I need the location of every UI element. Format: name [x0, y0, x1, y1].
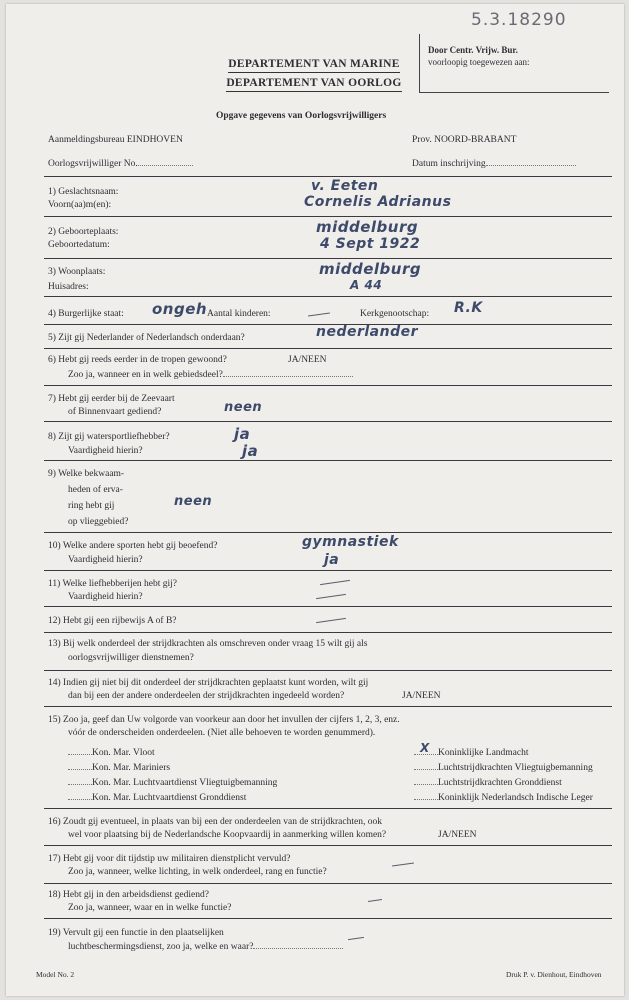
q13-line-1: 13) Bij welk onderdeel der strijdkrachten als omschreven onder vraag 15 wilt gij als — [48, 639, 368, 649]
q8-skill-answer: ja — [242, 442, 259, 460]
q15-landmacht-mark: X — [420, 741, 430, 755]
q4-civil-status-answer: ongeh — [152, 300, 208, 318]
q2-birthplace-label: 2) Geboorteplaats: — [48, 227, 119, 237]
q19-line-1: 19) Vervult gij een functie in den plaatselijken — [48, 928, 224, 938]
box-left-border — [419, 34, 420, 92]
form-subtitle: Opgave gegevens van Oorlogsvrijwilligers — [216, 111, 387, 121]
q15-option-knil: Koninklijk Nederlandsch Indische Leger — [414, 791, 593, 804]
q8-watersport-answer: ja — [234, 425, 251, 443]
rule — [44, 385, 612, 386]
q6-tropics-answer: JA/NEEN — [288, 355, 327, 365]
rule — [44, 421, 612, 422]
q10-sports-label: 10) Welke andere sporten hebt gij beoefend? — [48, 541, 218, 551]
date-registration-label: Datum inschrijving — [412, 157, 576, 170]
rule — [44, 216, 612, 217]
q1-surname-answer: v. Eeten — [311, 178, 379, 194]
q4-church-answer: R.K — [454, 300, 483, 316]
q17-line-1: 17) Hebt gij voor dit tijdstip uw militairen dienstplicht vervuld? — [48, 854, 291, 864]
rule — [44, 570, 612, 571]
q9-line-4: op vlieggebied? — [68, 517, 129, 527]
model-number: Model No. 2 — [36, 970, 75, 979]
rule — [44, 606, 612, 607]
q8-skill-label: Vaardigheid hierin? — [68, 446, 143, 456]
q10-skill-answer: ja — [324, 552, 340, 568]
q2-birthdate-label: Geboortedatum: — [48, 240, 110, 250]
q15-option-vloot: Kon. Mar. Vloot — [68, 746, 155, 759]
q15-option-lsk-ground: Luchtstrijdkrachten Gronddienst — [414, 776, 562, 789]
box-line-2: voorloopig toegewezen aan: — [428, 57, 530, 67]
rule — [44, 176, 612, 177]
printer-credit: Druk P. v. Dienhout, Eindhoven — [506, 970, 602, 979]
q3-address-answer: A 44 — [350, 278, 383, 292]
box-bottom-border — [419, 92, 609, 93]
q19-dash — [348, 937, 364, 940]
q7-shipping-label: 7) Hebt gij eerder bij de Zeevaart — [48, 394, 175, 404]
q1-firstnames-label: Voorn(aa)m(en): — [48, 200, 112, 210]
q9-line-2: heden of erva- — [68, 485, 123, 495]
q19-line-2: luchtbeschermingsdienst, zoo ja, welke en waar? — [68, 940, 343, 953]
q10-skill-label: Vaardigheid hierin? — [68, 555, 143, 565]
q14-line-2: dan bij een der andere onderdeelen der strijdkrachten ingedeeld worden? — [68, 691, 345, 701]
q16-line-1: 16) Zoudt gij eventueel, in plaats van bij een der onderdeelen van de strijdkrachten, ook — [48, 817, 382, 827]
q18-dash — [368, 899, 382, 902]
q18-line-2: Zoo ja, wanneer, waar en in welke functie? — [68, 903, 232, 913]
q11-hobbies-label: 11) Welke liefhebberijen hebt gij? — [48, 579, 178, 589]
q7-served-label: of Binnenvaart gediend? — [68, 407, 162, 417]
rule — [44, 670, 612, 671]
rule — [44, 460, 612, 461]
q6-when-where-label: Zoo ja, wanneer en in welk gebiedsdeel? — [68, 368, 353, 381]
q7-answer: neen — [224, 400, 263, 415]
dept-marine-title: DEPARTEMENT VAN MARINE — [224, 58, 404, 70]
rule — [44, 845, 612, 846]
q11-skill-dash — [316, 594, 346, 599]
province-label: Prov. NOORD-BRABANT — [412, 135, 517, 145]
q17-dash — [392, 862, 414, 866]
rule — [44, 348, 612, 349]
volunteer-number-label: Oorlogsvrijwilliger No. — [48, 157, 193, 170]
q15-option-mariniers: Kon. Mar. Mariniers — [68, 761, 170, 774]
q12-dash — [316, 618, 346, 623]
q10-sports-answer: gymnastiek — [302, 534, 399, 550]
q11-hobbies-dash — [320, 580, 350, 585]
q16-answer: JA/NEEN — [438, 830, 477, 840]
rule — [44, 808, 612, 809]
form-page — [6, 4, 624, 996]
box-line-1: Door Centr. Vrijw. Bur. — [428, 45, 518, 55]
q12-license-label: 12) Hebt gij een rijbewijs A of B? — [48, 616, 177, 626]
q15-line-1: 15) Zoo ja, geef dan Uw volgorde van voorkeur aan door het invullen der cijfers 1, 2, 3, enz. — [48, 715, 400, 725]
q15-option-mar-air-crew: Kon. Mar. Luchtvaartdienst Vliegtuigbemanning — [68, 776, 277, 789]
q14-answer: JA/NEEN — [402, 691, 441, 701]
q4-church-label: Kerkgenootschap: — [360, 309, 430, 319]
q3-residence-label: 3) Woonplaats: — [48, 267, 106, 277]
q16-line-2: wel voor plaatsing bij de Nederlandsche Koopvaardij in aanmerking willen komen? — [68, 830, 387, 840]
q9-line-1: 9) Welke bekwaam- — [48, 469, 125, 479]
q15-option-mar-air-ground: Kon. Mar. Luchtvaartdienst Gronddienst — [68, 791, 246, 804]
rule — [44, 706, 612, 707]
rule — [44, 632, 612, 633]
q8-watersport-label: 8) Zijt gij watersportliefhebber? — [48, 432, 170, 442]
rule — [44, 296, 612, 297]
rule — [44, 918, 612, 919]
q3-address-label: Huisadres: — [48, 282, 89, 292]
rule — [44, 883, 612, 884]
q18-line-1: 18) Hebt gij in den arbeidsdienst gediend? — [48, 890, 209, 900]
q6-tropics-label: 6) Hebt gij reeds eerder in de tropen gewoond? — [48, 355, 227, 365]
q1-surname-label: 1) Geslachtsnaam: — [48, 187, 119, 197]
q15-option-lsk-crew: Luchtstrijdkrachten Vliegtuigbemanning — [414, 761, 593, 774]
q5-nationality-answer: nederlander — [316, 324, 419, 340]
q17-line-2: Zoo ja, wanneer, welke lichting, in welk onderdeel, rang en functie? — [68, 867, 327, 877]
dept-oorlog-title: DEPARTEMENT VAN OORLOG — [224, 77, 404, 89]
q3-residence-answer: middelburg — [319, 260, 422, 278]
q1-firstnames-answer: Cornelis Adrianus — [304, 194, 452, 210]
q15-line-2: vóór de onderscheiden onderdeelen. (Niet alle behoeven te worden genummerd). — [68, 728, 376, 738]
q5-nationality-label: 5) Zijt gij Nederlander of Nederlandsch onderdaan? — [48, 333, 245, 343]
q2-birthplace-answer: middelburg — [316, 218, 419, 236]
q9-answer: neen — [174, 494, 213, 509]
q14-line-1: 14) Indien gij niet bij dit onderdeel der strijdkrachten geplaatst kunt worden, wilt gij — [48, 678, 369, 688]
bureau-label: Aanmeldingsbureau EINDHOVEN — [48, 135, 183, 145]
rule — [44, 258, 612, 259]
q15-option-landmacht: Koninklijke Landmacht — [414, 746, 529, 759]
q13-line-2: oorlogsvrijwilliger dienstnemen? — [68, 653, 194, 663]
q2-birthdate-answer: 4 Sept 1922 — [320, 236, 421, 252]
q4-children-dash — [308, 312, 330, 316]
q11-skill-label: Vaardigheid hierin? — [68, 592, 143, 602]
q9-line-3: ring hebt gij — [68, 501, 115, 511]
archive-number: 5.3.18290 — [471, 10, 567, 30]
rule — [44, 532, 612, 533]
q4-children-label: Aantal kinderen: — [207, 309, 271, 319]
q4-civil-status-label: 4) Burgerlijke staat: — [48, 309, 124, 319]
